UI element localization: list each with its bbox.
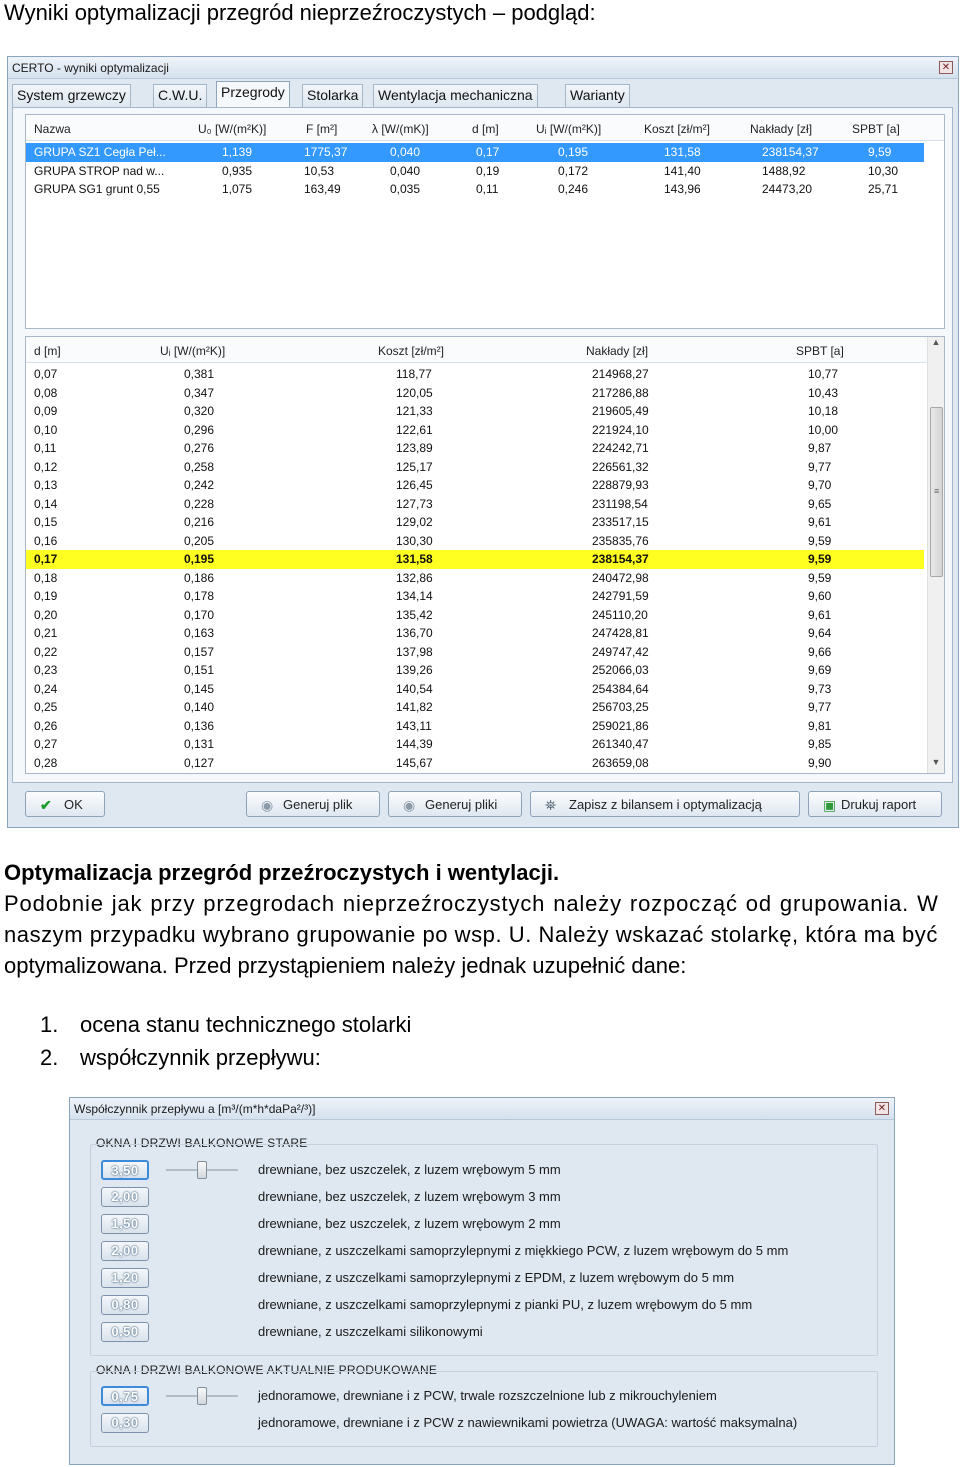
table-cell: 1775,37 [304,145,348,159]
window-title: CERTO - wyniki optymalizacji [12,61,169,75]
coefficient-value-button[interactable]: 2,00 [101,1187,149,1207]
table-cell: 9,73 [808,681,832,696]
table-cell: 123,89 [396,441,433,455]
table-row[interactable] [26,439,924,458]
table-cell: 226561,32 [592,459,649,474]
column-header[interactable]: Uᵢ [W/(m²K)] [536,122,602,136]
thickness-variants-table [25,336,945,774]
table-cell: 129,02 [396,515,433,529]
table-cell: 0,19 [476,163,500,178]
print-label: Drukuj raport [841,797,917,812]
table-row[interactable] [26,180,924,199]
table-cell: 240472,98 [592,570,649,585]
table-cell: 0,19 [34,589,58,603]
table-cell: GRUPA SG1 grunt 0,55 [34,182,160,196]
table-cell: 0,24 [34,681,58,696]
column-header[interactable]: d [m] [34,344,61,358]
table-header [26,337,944,363]
table-cell: 0,08 [34,385,58,400]
coefficient-value-button[interactable]: 0,80 [101,1295,149,1315]
column-header[interactable]: λ [W/(mK)] [372,122,429,136]
table-cell: 0,170 [184,607,215,622]
table-cell: 9,65 [808,496,832,511]
coefficient-value-button[interactable]: 1,50 [101,1214,149,1234]
table-cell: 0,216 [184,515,215,529]
table-row[interactable] [26,402,924,421]
table-cell: 145,67 [396,755,433,770]
table-row[interactable] [26,421,924,440]
table-row[interactable] [26,532,924,551]
table-cell: 24473,20 [762,182,813,196]
table-cell: 9,59 [808,533,832,548]
save-label: Zapisz z bilansem i optymalizacją [569,797,762,812]
table-cell: 141,82 [396,700,433,714]
group-label-new-windows: OKNA I DRZWI BALKONOWE AKTUALNIE PRODUKOWANE [96,1363,438,1377]
table-cell: 0,131 [184,737,215,751]
table-row[interactable] [26,569,924,588]
column-header[interactable]: d [m] [472,122,499,136]
table-cell: 10,18 [808,404,839,418]
table-cell: 0,15 [34,515,58,529]
table-cell: 0,17 [34,552,58,566]
table-cell: 245110,20 [592,607,648,622]
column-header[interactable]: SPBT [a] [796,344,844,358]
tab-wentylacja-mechaniczna[interactable]: Wentylacja mechaniczna [373,84,538,107]
column-header[interactable]: Nakłady [zł] [586,344,649,358]
table-cell: 249747,42 [592,644,649,659]
table-row[interactable] [26,365,924,384]
table-row[interactable] [26,458,924,477]
vertical-scrollbar[interactable] [927,337,944,773]
table-cell: 9,70 [808,478,832,492]
option-description: drewniane, z uszczelkami samoprzylepnymi z pianki PU, z luzem wrębowym do 5 mm [258,1297,753,1312]
disc-icon: ◉ [261,797,274,813]
slider-knob[interactable] [197,1161,207,1179]
table-cell: 1,075 [222,182,253,196]
table-cell: 0,16 [34,533,58,548]
przegrody-panel [12,107,953,783]
table-cell: 0,163 [184,626,215,640]
table-cell: 0,21 [34,626,58,640]
column-header[interactable]: Koszt [zł/m²] [378,344,445,358]
table-row[interactable] [26,754,924,773]
option-description: drewniane, z uszczelkami samoprzylepnymi z EPDM, z luzem wrębowym do 5 mm [258,1270,735,1285]
table-cell: 0,14 [34,496,58,511]
table-cell: 238154,37 [592,552,649,566]
grip-icon: ≡ [934,486,940,496]
tab-stolarka[interactable]: Stolarka [302,84,363,107]
table-cell: 231198,54 [592,496,648,511]
table-cell: 9,61 [808,607,832,622]
table-cell: 0,17 [476,145,500,159]
table-row[interactable] [26,643,924,662]
section-heading: Optymalizacja przegród przeźroczystych i wentylacji. [4,860,560,885]
old-windows-slider[interactable] [166,1160,238,1180]
table-cell: 0,22 [34,644,58,659]
table-cell: 0,178 [184,589,215,603]
paragraph-line: naszym przypadku wybrano grupowanie po wsp. U. Należy wskazać stolarkę, która ma być [4,922,938,947]
table-cell: 0,195 [558,145,589,159]
table-cell: 263659,08 [592,755,649,770]
list-number: 1. [40,1012,59,1037]
window-title: Współczynnik przepływu a [m³/(m*h*daPa²/³)] [74,1102,316,1116]
coefficient-value-button[interactable]: 0,30 [101,1413,149,1433]
table-cell: 254384,64 [592,681,649,696]
table-cell: 9,85 [808,737,832,751]
scrollbar-thumb[interactable] [930,407,943,577]
table-row[interactable] [26,384,924,403]
table-cell: 0,040 [390,145,421,159]
table-row[interactable] [26,661,924,680]
table-cell: 118,77 [396,367,432,381]
table-cell: 0,23 [34,663,58,677]
table-cell: 127,73 [396,496,433,511]
ok-label: OK [64,797,83,812]
table-cell: 0,205 [184,533,215,548]
table-cell: 247428,81 [592,626,649,640]
column-header[interactable]: F [m²] [306,122,338,136]
table-cell: 9,59 [868,145,892,159]
table-cell: 233517,15 [592,515,649,529]
table-cell: 0,11 [34,441,57,455]
table-cell: 217286,88 [592,385,649,400]
option-description: jednoramowe, drewniane i z PCW z nawiewnikami powietrza (UWAGA: wartość maksymalna) [258,1415,798,1430]
table-cell: 242791,59 [592,589,649,603]
table-cell: 0,228 [184,496,215,511]
table-cell: 132,86 [396,570,433,585]
list-text: współczynnik przepływu: [80,1045,321,1070]
save-icon: ⛯ [545,797,557,813]
table-row[interactable] [26,162,924,181]
table-row[interactable] [26,735,924,754]
table-cell: 139,26 [396,663,433,677]
table-row[interactable] [26,513,924,532]
table-cell: 9,81 [808,718,832,733]
generate-files-button[interactable] [388,791,522,817]
list-text: ocena stanu technicznego stolarki [80,1012,412,1037]
table-cell: 0,13 [34,478,58,492]
table-cell: 126,45 [396,478,433,492]
table-cell: 121,33 [396,404,433,418]
option-description: drewniane, bez uszczelek, z luzem wrębowym 2 mm [258,1216,561,1231]
option-description: jednoramowe, drewniane i z PCW, trwale rozszczelnione lub z mikrouchyleniem [258,1388,717,1403]
table-row[interactable] [26,476,924,495]
table-cell: 261340,47 [592,737,649,751]
table-cell: 9,69 [808,663,832,677]
table-cell: 25,71 [868,182,899,196]
table-cell: 135,42 [396,607,433,622]
table-cell: 0,320 [184,404,215,418]
table-cell: GRUPA STROP nad w... [34,163,165,178]
table-cell: 9,59 [808,570,832,585]
scroll-down-icon[interactable]: ▼ [931,757,941,767]
column-header[interactable]: U₀ [W/(m²K)] [198,122,267,136]
checkmark-icon: ✔ [40,797,52,813]
table-cell: 130,30 [396,533,433,548]
tab-cwu[interactable]: C.W.U. [153,84,207,107]
table-cell: 120,05 [396,385,433,400]
table-row[interactable] [26,698,924,717]
table-cell: 137,98 [396,644,433,659]
table-cell: 10,77 [808,367,839,381]
document-heading: Wyniki optymalizacji przegród nieprzeźroczystych – podgląd: [4,0,596,25]
table-cell: 0,381 [184,367,215,381]
table-cell: 1488,92 [762,163,806,178]
table-cell: 0,25 [34,700,58,714]
coefficient-value-button[interactable]: 0,75 [101,1386,149,1406]
table-cell: 122,61 [396,422,433,437]
table-row[interactable] [26,717,924,736]
table-cell: 0,09 [34,404,58,418]
scroll-up-icon[interactable]: ▲ [931,337,941,347]
table-cell: 9,60 [808,589,832,603]
save-with-balance-button[interactable] [530,791,800,817]
table-cell: 0,11 [476,182,499,196]
table-cell: 9,90 [808,755,832,770]
column-header[interactable]: Koszt [zł/m²] [644,122,711,136]
table-cell: 0,28 [34,755,58,770]
close-icon[interactable]: ✕ [875,1102,889,1115]
table-cell: 0,27 [34,737,58,751]
table-cell: 0,12 [34,459,58,474]
table-cell: 0,18 [34,570,58,585]
table-row[interactable] [26,550,924,569]
coefficient-value-button[interactable]: 3,50 [101,1160,149,1180]
option-description: drewniane, z uszczelkami silikonowymi [258,1324,483,1339]
new-windows-slider[interactable] [166,1386,238,1406]
table-cell: 10,53 [304,163,335,178]
group-label-old-windows: OKNA I DRZWI BALKONOWE STARE [96,1136,308,1150]
table-cell: GRUPA SZ1 Cegła Peł... [34,145,166,159]
table-cell: 224242,71 [592,441,649,455]
coefficient-value-button[interactable]: 0,50 [101,1322,149,1342]
paragraph-line: Podobnie jak przy przegrodach nieprzeźroczystych należy rozpocząć od grupowania. W [4,891,939,916]
partition-groups-table [25,114,945,329]
table-cell: 0,242 [184,478,215,492]
table-cell: 0,10 [34,422,58,437]
table-cell: 235835,76 [592,533,649,548]
table-cell: 0,26 [34,718,58,733]
tab-system-grzewczy[interactable]: System grzewczy [12,84,131,107]
table-cell: 0,140 [184,700,215,714]
generate-file-label: Generuj plik [283,797,353,812]
table-cell: 0,246 [558,182,589,196]
window-titlebar [70,1098,894,1120]
table-cell: 0,296 [184,422,215,437]
table-cell: 10,30 [868,163,899,178]
table-cell: 0,07 [34,367,58,381]
table-row[interactable] [26,624,924,643]
table-cell: 10,43 [808,385,839,400]
ok-button[interactable] [25,791,105,817]
table-cell: 136,70 [396,626,433,640]
new-windows-group [90,1371,878,1447]
table-row[interactable] [26,587,924,606]
optimization-results-window [7,56,959,828]
table-cell: 9,59 [808,552,832,566]
table-cell: 228879,93 [592,478,649,492]
flow-coefficient-window [69,1097,895,1465]
table-cell: 0,186 [184,570,215,585]
column-header[interactable]: Uᵢ [W/(m²K)] [160,344,226,358]
table-cell: 0,347 [184,385,215,400]
option-description: drewniane, bez uszczelek, z luzem wrębowym 5 mm [258,1162,561,1177]
table-cell: 221924,10 [592,422,649,437]
table-cell: 0,040 [390,163,421,178]
table-cell: 0,136 [184,718,215,733]
tab-przegrody[interactable]: Przegrody [216,81,290,108]
table-cell: 141,40 [664,163,701,178]
table-cell: 9,61 [808,515,832,529]
table-cell: 9,77 [808,459,832,474]
table-cell: 0,172 [558,163,589,178]
table-cell: 214968,27 [592,367,649,381]
table-cell: 0,157 [184,644,215,659]
disc-icon: ◉ [403,797,416,813]
table-cell: 0,258 [184,459,215,474]
table-cell: 134,14 [396,589,433,603]
table-cell: 163,49 [304,182,341,196]
coefficient-value-button[interactable]: 2,00 [101,1241,149,1261]
table-cell: 252066,03 [592,663,649,677]
printer-icon: ▣ [823,797,837,813]
table-cell: 219605,49 [592,404,649,418]
table-cell: 256703,25 [592,700,649,714]
column-header[interactable]: Nazwa [34,122,71,136]
table-cell: 143,96 [664,182,701,196]
table-cell: 140,54 [396,681,433,696]
table-row[interactable] [26,606,924,625]
table-cell: 144,39 [396,737,433,751]
table-cell: 0,195 [184,552,215,566]
table-cell: 0,151 [184,663,215,677]
generate-files-label: Generuj pliki [425,797,498,812]
table-row[interactable] [26,495,924,514]
table-cell: 0,20 [34,607,58,622]
generate-file-button[interactable] [246,791,380,817]
option-description: drewniane, z uszczelkami samoprzylepnymi z miękkiego PCW, z luzem wrębowym do 5 mm [258,1243,789,1258]
table-cell: 125,17 [396,459,433,474]
tab-warianty[interactable]: Warianty [565,84,630,107]
table-cell: 1,139 [222,145,253,159]
print-report-button[interactable] [808,791,942,817]
table-cell: 0,145 [184,681,215,696]
table-cell: 9,64 [808,626,832,640]
slider-knob[interactable] [197,1387,207,1405]
table-cell: 259021,86 [592,718,649,733]
close-icon[interactable]: ✕ [939,61,953,74]
column-header[interactable]: Nakłady [zł] [750,122,813,136]
table-cell: 131,58 [396,552,433,566]
option-description: drewniane, bez uszczelek, z luzem wrębowym 3 mm [258,1189,561,1204]
table-cell: 131,58 [664,145,701,159]
table-row[interactable] [26,143,924,162]
table-cell: 9,87 [808,441,832,455]
table-cell: 0,127 [184,755,215,770]
table-cell: 0,035 [390,182,421,196]
coefficient-value-button[interactable]: 1,20 [101,1268,149,1288]
table-cell: 9,77 [808,700,832,714]
table-cell: 10,00 [808,422,839,437]
table-cell: 0,935 [222,163,253,178]
table-cell: 0,276 [184,441,215,455]
list-number: 2. [40,1045,59,1070]
window-titlebar [8,57,958,79]
column-header[interactable]: SPBT [a] [852,122,900,136]
table-row[interactable] [26,680,924,699]
paragraph-line: optymalizowana. Przed przystąpieniem należy jednak uzupełnić dane: [4,953,687,978]
table-header [26,115,944,141]
table-cell: 238154,37 [762,145,819,159]
table-cell: 9,66 [808,644,832,659]
table-cell: 143,11 [396,718,432,733]
